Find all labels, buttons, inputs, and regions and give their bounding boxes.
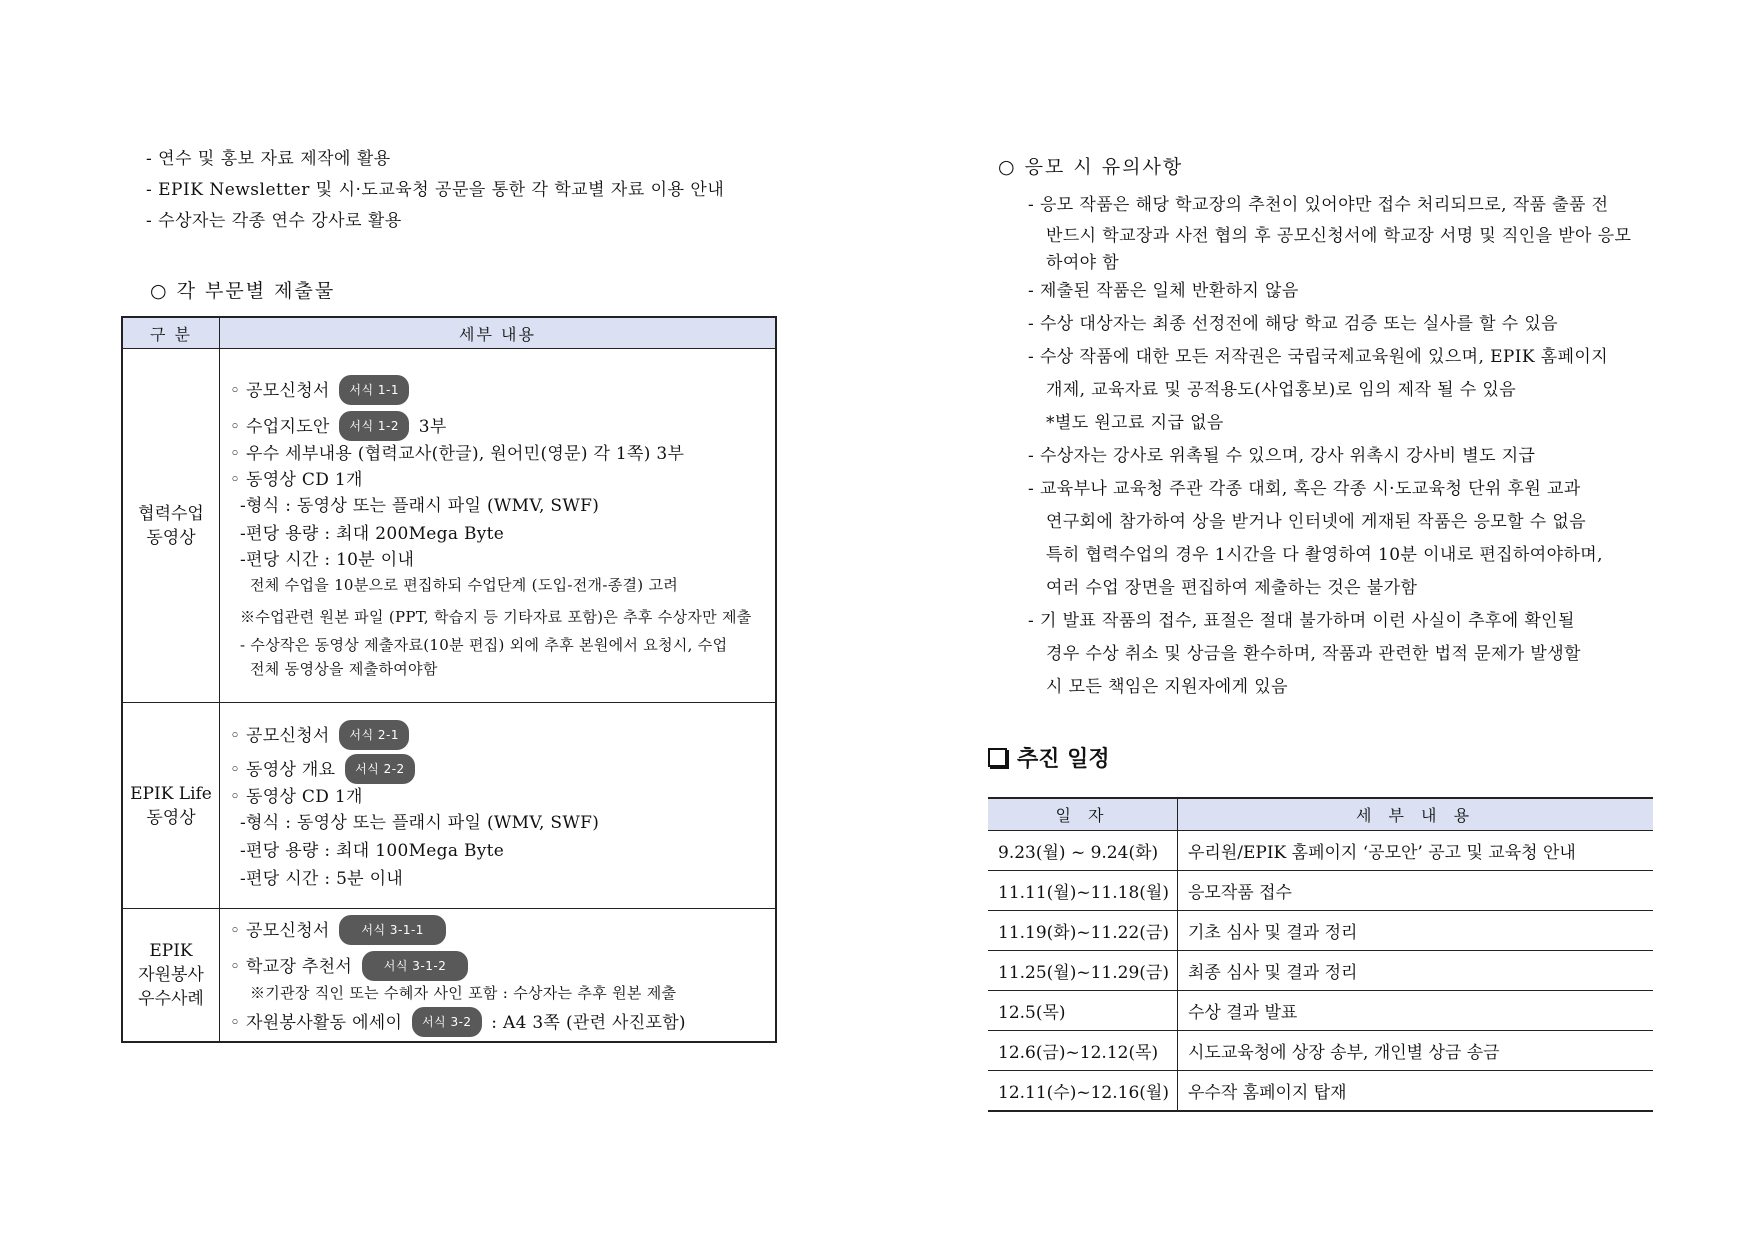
detail-line: -편당 시간 : 10분 이내 (240, 549, 415, 570)
form-badge: 서식 1-1 (339, 375, 409, 405)
notice-item: - 수상 작품에 대한 모든 저작권은 국립국제교육원에 있으며, EPIK 홈페이지 개제, 교육자료 및 공적용도(사업홍보)로 임의 제작 될 수 있음 *별도 원고료 지급 없음 (1028, 347, 1609, 433)
category-cell (122, 349, 220, 703)
table-header-row (122, 317, 776, 349)
detail-line: ◦ 동영상 개요 서식 2-2 (230, 754, 769, 784)
schedule-detail: 수상 결과 발표 (1178, 991, 1654, 1031)
detail-line: ※기관장 직인 또는 수혜자 사인 포함 : 수상자는 추후 원본 제출 (250, 984, 677, 1002)
detail-line: ◦ 우수 세부내용 (협력교사(한글), 원어민(영문) 각 1쪽) 3부 (230, 443, 685, 464)
form-badge: 서식 2-2 (345, 754, 415, 784)
detail-line: ◦ 공모신청서 서식 3-1-1 (230, 915, 769, 945)
detail-line: ◦ 동영상 CD 1개 (230, 786, 363, 807)
usage-bullet-3: - 수상자는 각종 연수 강사로 활용 (146, 211, 402, 231)
schedule-row (988, 911, 1653, 951)
category-cell (122, 909, 220, 1043)
detail-cell (220, 349, 777, 703)
usage-bullet-1: - 연수 및 홍보 자료 제작에 활용 (146, 149, 391, 169)
table-row (122, 703, 776, 909)
notice-item: - 기 발표 작품의 접수, 표절은 절대 불가하며 이런 사실이 추후에 확인될 경우 수상 취소 및 상금을 환수하며, 작품과 관련한 법적 문제가 발생할 시 모든 책임은 지원자에게 있음 (1028, 611, 1581, 697)
detail-cell (220, 703, 777, 909)
schedule-header-row (988, 798, 1653, 831)
schedule-date: 12.6(금)~12.12(목) (988, 1031, 1178, 1071)
detail-line: -편당 용량 : 최대 200Mega Byte (240, 523, 505, 544)
schedule-detail: 응모작품 접수 (1178, 871, 1654, 911)
usage-bullet-2: - EPIK Newsletter 및 시·도교육청 공문을 통한 각 학교별 자료 이용 안내 (146, 180, 725, 200)
schedule-date: 11.19(화)~11.22(금) (988, 911, 1178, 951)
schedule-detail: 기초 심사 및 결과 정리 (1178, 911, 1654, 951)
submission-table (121, 316, 777, 1043)
detail-line: -형식 : 동영상 또는 플래시 파일 (WMV, SWF) (240, 812, 600, 833)
detail-line: ◦ 공모신청서 서식 1-1 (230, 375, 769, 405)
detail-line: ◦ 자원봉사활동 에세이 서식 3-2 : A4 3쪽 (관련 사진포함) (230, 1007, 769, 1037)
schedule-date: 9.23(월) ~ 9.24(화) (988, 831, 1178, 871)
detail-cell (220, 909, 777, 1043)
detail-line: - 수상작은 동영상 제출자료(10분 편집) 외에 추후 본원에서 요청시, 수업 (240, 635, 728, 654)
detail-line: 전체 수업을 10분으로 편집하되 수업단계 (도입-전개-종결) 고려 (250, 575, 679, 594)
schedule-row (988, 871, 1653, 911)
schedule-title: 추진 일정 (988, 742, 1110, 773)
schedule-row (988, 951, 1653, 991)
form-badge: 서식 1-2 (339, 411, 409, 441)
header-category: 구 분 (122, 317, 220, 349)
schedule-date: 12.11(수)~12.16(월) (988, 1071, 1178, 1112)
schedule-detail: 우수작 홈페이지 탑재 (1178, 1071, 1654, 1112)
schedule-date: 11.25(월)~11.29(금) (988, 951, 1178, 991)
schedule-date: 12.5(목) (988, 991, 1178, 1031)
detail-line: ◦ 공모신청서 서식 2-1 (230, 720, 769, 750)
detail-line: 전체 동영상을 제출하여야함 (250, 659, 438, 678)
schedule-row (988, 991, 1653, 1031)
header-date: 일 자 (988, 798, 1178, 831)
table-row (122, 349, 776, 703)
category-label: EPIK 자원봉사 우수사례 (138, 941, 204, 1009)
checkbox-square-icon (988, 748, 1007, 767)
header-detail: 세부 내용 (220, 317, 777, 349)
schedule-detail: 우리원/EPIK 홈페이지 ‘공모안’ 공고 및 교육청 안내 (1178, 831, 1654, 871)
detail-line: ◦ 학교장 추천서 서식 3-1-2 (230, 951, 769, 981)
schedule-table (988, 797, 1653, 1112)
schedule-row (988, 1031, 1653, 1071)
category-label: EPIK Life 동영상 (130, 783, 212, 828)
schedule-row (988, 831, 1653, 871)
table-row (122, 909, 776, 1043)
schedule-detail: 시도교육청에 상장 송부, 개인별 상금 송금 (1178, 1031, 1654, 1071)
notice-section-title: ○ 응모 시 유의사항 (998, 156, 1184, 178)
schedule-detail: 최종 심사 및 결과 정리 (1178, 951, 1654, 991)
detail-line: ◦ 수업지도안 서식 1-2 3부 (230, 411, 769, 441)
detail-line: -편당 용량 : 최대 100Mega Byte (240, 840, 505, 861)
form-badge: 서식 3-1-1 (339, 915, 446, 945)
detail-line: ◦ 동영상 CD 1개 (230, 469, 363, 490)
submission-section-title: ○ 각 부문별 제출물 (150, 280, 336, 302)
detail-line: -형식 : 동영상 또는 플래시 파일 (WMV, SWF) (240, 495, 600, 516)
notice-item: - 교육부나 교육청 주관 각종 대회, 혹은 각종 시·도교육청 단위 후원 교과 연구회에 참가하여 상을 받거나 인터넷에 게재된 작품은 응모할 수 없음 특히 협력수업의 경우 1시간을 다 촬영하여 10분 이내로 편집하여야하며, 여러 수업 장면을 편집하여 제출하는 것은 불가함 (1028, 479, 1603, 598)
schedule-row (988, 1071, 1653, 1112)
notice-item: - 수상 대상자는 최종 선정전에 해당 학교 검증 또는 실사를 할 수 있음 (1028, 314, 1558, 334)
form-badge: 서식 2-1 (339, 720, 409, 750)
notice-item: - 수상자는 강사로 위촉될 수 있으며, 강사 위촉시 강사비 별도 지급 (1028, 446, 1536, 466)
detail-line: -편당 시간 : 5분 이내 (240, 868, 404, 889)
form-badge: 서식 3-2 (412, 1007, 482, 1037)
form-badge: 서식 3-1-2 (362, 951, 469, 981)
detail-line: ※수업관련 원본 파일 (PPT, 학습지 등 기타자료 포함)은 추후 수상자만 제출 (240, 607, 752, 626)
schedule-date: 11.11(월)~11.18(월) (988, 871, 1178, 911)
notice-item: - 제출된 작품은 일체 반환하지 않음 (1028, 281, 1299, 301)
notice-item: - 응모 작품은 해당 학교장의 추천이 있어야만 접수 처리되므로, 작품 출품 전 반드시 학교장과 사전 협의 후 공모신청서에 학교장 서명 및 직인을 받아 응모 하여야 함 (1028, 195, 1632, 273)
category-label: 협력수업 동영상 (138, 503, 204, 548)
header-detail: 세 부 내 용 (1178, 798, 1654, 831)
category-cell (122, 703, 220, 909)
